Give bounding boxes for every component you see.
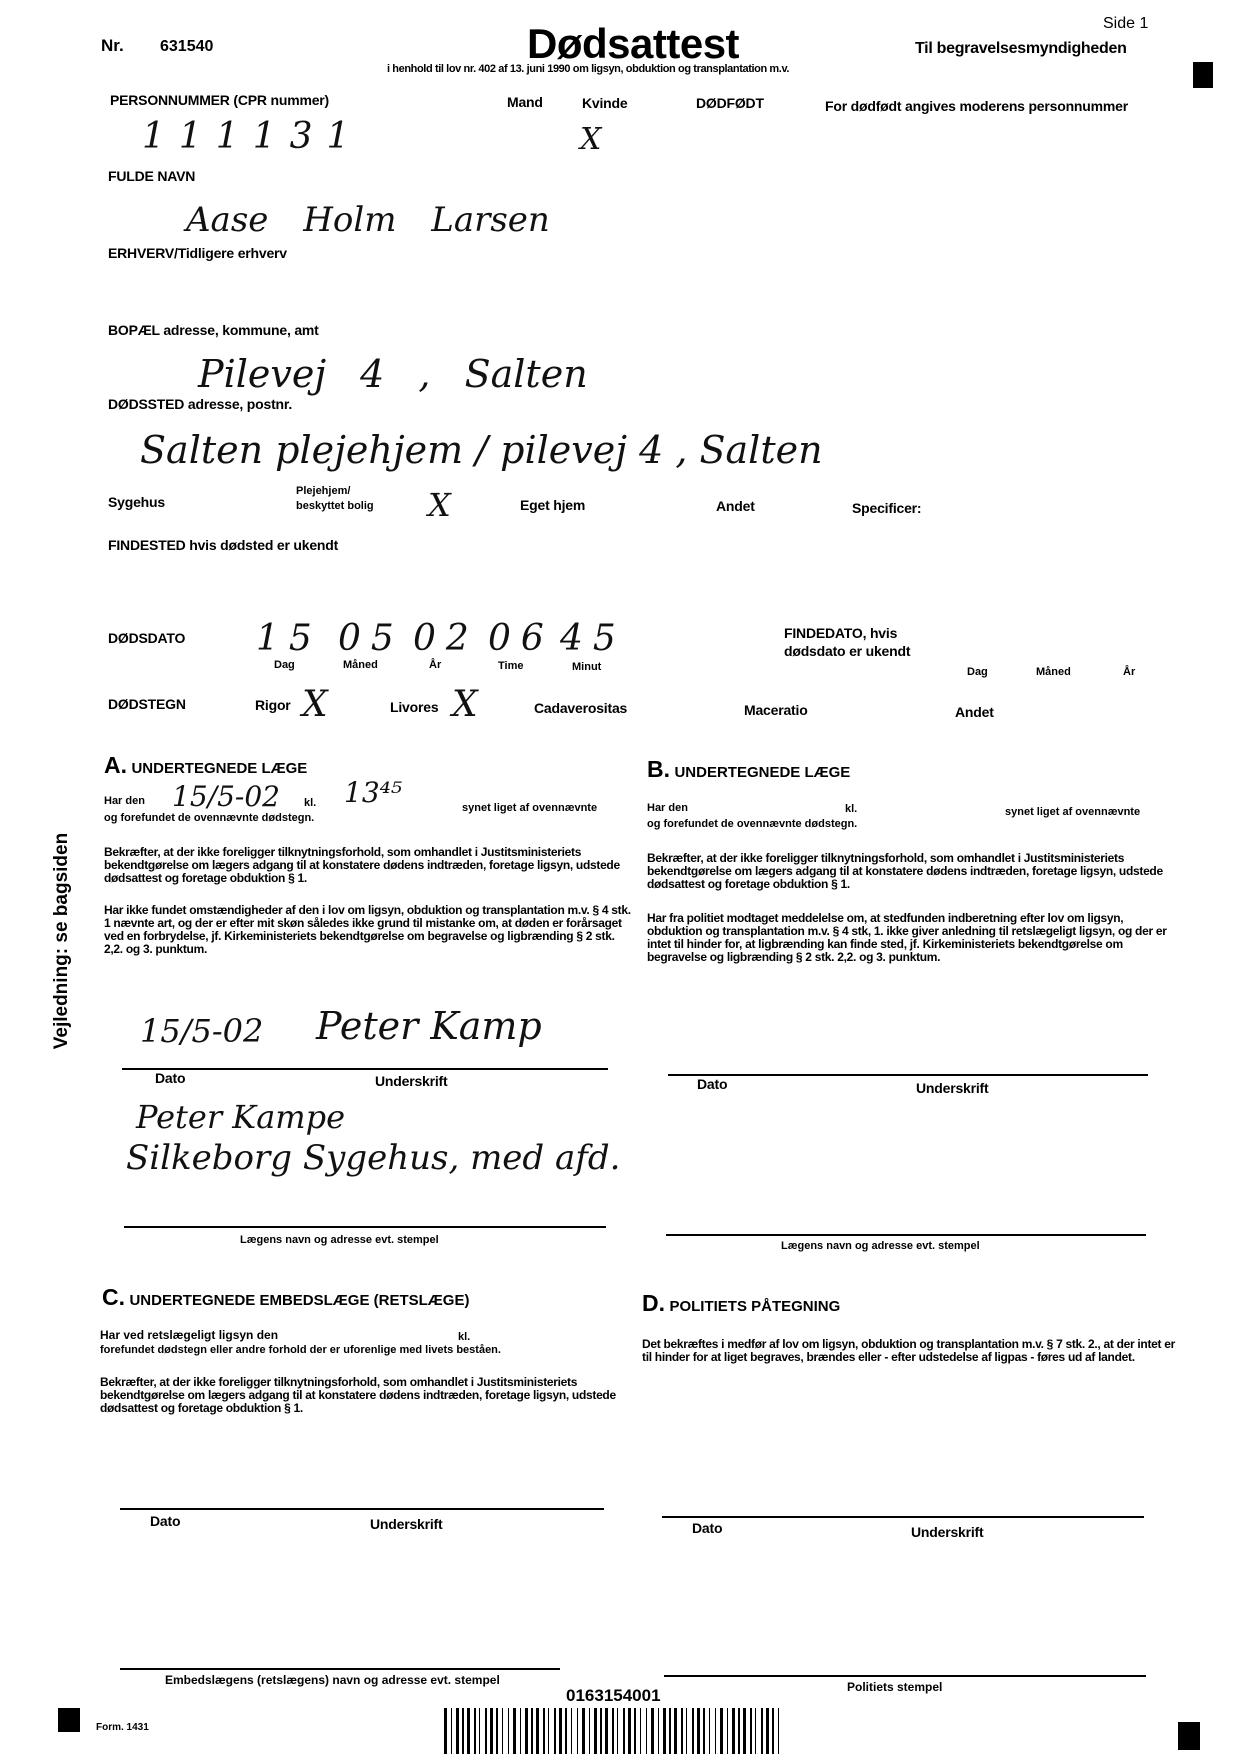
bopael-field[interactable]: Pilevej 4 , Salten — [198, 352, 588, 396]
section-a-sign-line — [122, 1068, 608, 1070]
section-a-kl: kl. — [304, 797, 317, 809]
dodstegn-label: DØDSTEGN — [108, 696, 186, 712]
section-a-address-line-2[interactable]: Silkeborg Sygehus, med afd. — [126, 1138, 621, 1178]
dodssted-label: DØDSSTED adresse, postnr. — [108, 396, 293, 412]
dodsdato-hour[interactable]: 06 — [488, 618, 554, 659]
plejehjem-label-2: beskyttet bolig — [296, 500, 374, 512]
section-b-sign-line — [668, 1074, 1148, 1076]
section-b-name-label: Lægens navn og adresse evt. stempel — [781, 1240, 980, 1252]
findedato-label-1: FINDEDATO, hvis — [784, 625, 898, 641]
section-c-name-line — [120, 1668, 560, 1670]
section-d-dato-label: Dato — [692, 1520, 723, 1536]
registration-mark — [1193, 62, 1213, 88]
section-c-dato-label: Dato — [150, 1513, 181, 1529]
section-b-dato-label: Dato — [697, 1076, 728, 1092]
section-b-kl: kl. — [845, 803, 858, 815]
aar-caption: År — [429, 659, 442, 671]
section-a-date-field[interactable]: 15/5-02 — [172, 780, 280, 813]
plejehjem-checkmark[interactable]: X — [428, 486, 451, 524]
section-a-synet: synet liget af ovennævnte — [462, 802, 598, 814]
barcode — [444, 1708, 790, 1754]
andet-option[interactable]: Andet — [716, 498, 755, 514]
guidance-vertical-label: Vejledning: se bagsiden — [51, 832, 72, 1050]
section-a-address-line-1[interactable]: Peter Kampe — [136, 1098, 346, 1136]
section-a-forefundet: og forefundet de ovennævnte dødstegn. — [104, 812, 315, 824]
document-title: Dødsattest — [527, 20, 740, 67]
rigor-option[interactable]: Rigor — [255, 697, 291, 713]
fulde-navn-label: FULDE NAVN — [108, 168, 196, 184]
section-b-underskrift-label: Underskrift — [916, 1080, 989, 1096]
findedato-label-2: dødsdato er ukendt — [784, 643, 911, 659]
section-a-title: UNDERTEGNEDE LÆGE — [131, 760, 308, 777]
bopael-label: BOPÆL adresse, kommune, amt — [108, 322, 319, 338]
section-d-title: POLITIETS PÅTEGNING — [669, 1298, 841, 1315]
section-d-sign-line — [662, 1516, 1144, 1518]
rigor-checkmark[interactable]: X — [302, 684, 328, 725]
dodstegn-andet-option[interactable]: Andet — [955, 704, 994, 720]
findedato-maaned-caption: Måned — [1036, 666, 1071, 678]
section-a-dato-label: Dato — [155, 1070, 186, 1086]
section-b-name-line — [666, 1234, 1146, 1236]
section-b-forefundet: og forefundet de ovennævnte dødstegn. — [647, 818, 858, 830]
dodsdato-day[interactable]: 15 — [256, 618, 322, 659]
section-a-underskrift-label: Underskrift — [375, 1073, 448, 1089]
section-c-title: UNDERTEGNEDE EMBEDSLÆGE (RETSLÆGE) — [129, 1292, 470, 1309]
registration-mark-bottom-left — [58, 1708, 80, 1732]
section-b-title: UNDERTEGNEDE LÆGE — [674, 764, 851, 781]
livores-checkmark[interactable]: X — [452, 684, 478, 725]
section-c-underskrift-label: Underskrift — [370, 1516, 443, 1532]
section-d-stamp-label: Politiets stempel — [847, 1680, 943, 1694]
section-b-synet: synet liget af ovennævnte — [1005, 806, 1141, 818]
section-b-paragraph-2: Har fra politiet modtaget meddelelse om, at stedfunden indberetning efter lov om ligsyn, obduktion og transplantation m.v. § 4 stk, 1. ikke giver anledning til retslægeligt ligsyn, og der er intet til hinder for, at ligbrænding kan finde sted, jf. Kirkeministeriets bekendtgørelse om begravelse og ligbrænding § 2 stk. 2,2. og 3. punktum. — [647, 911, 1167, 964]
cadaverositas-option[interactable]: Cadaverositas — [534, 700, 628, 716]
section-a-signature[interactable]: Peter Kamp — [316, 1004, 542, 1048]
sygehus-option[interactable]: Sygehus — [108, 494, 165, 510]
section-a-name-line — [124, 1226, 606, 1228]
findedato-aar-caption: År — [1123, 666, 1136, 678]
registration-mark-bottom-right — [1178, 1722, 1200, 1750]
kvinde-label: Kvinde — [582, 95, 628, 111]
section-a-paragraph-2: Har ikke fundet omstændigheder af den i lov om ligsyn, obduktion og transplantation m.v. § 4 stk. 1 nævnte art, og der er efter mit skøn således ikke grund til mistanke om, at døden er forårsaget ved en forbrydelse, jf. Kirkeministeriets bekendtgørelse om begravelse og ligbrænding § 2 stk. 2,2. og 3. punktum. — [104, 903, 631, 956]
section-d-underskrift-label: Underskrift — [911, 1524, 984, 1540]
section-a-heading — [104, 752, 307, 779]
mand-label: Mand — [507, 94, 543, 110]
section-c-paragraph-1: Bekræfter, at der ikke foreligger tilknytningsforhold, som omhandlet i Justitsministeriets bekendtgørelse om lægers adgang til at konstatere dødens indtræden, foretage ligsyn, udstede dødsattest og foretage obduktion § 1. — [100, 1375, 616, 1415]
section-b-letter: B. — [647, 756, 670, 782]
section-c-forefundet: forefundet dødstegn eller andre forhold der er uforenlige med livets beståen. — [100, 1344, 501, 1356]
section-c-kl: kl. — [458, 1331, 471, 1343]
erhverv-label: ERHVERV/Tidligere erhverv — [108, 245, 287, 261]
section-a-name-label: Lægens navn og adresse evt. stempel — [240, 1234, 439, 1246]
dodsdato-month[interactable]: 05 — [338, 618, 404, 659]
section-d-heading — [642, 1290, 840, 1317]
kvinde-checkmark[interactable]: X — [580, 122, 602, 157]
nr-value: 631540 — [160, 38, 214, 55]
dodfodt-label: DØDFØDT — [696, 95, 764, 111]
section-a-sign-date[interactable]: 15/5-02 — [140, 1012, 264, 1050]
cpr-label: PERSONNUMMER (CPR nummer) — [110, 92, 330, 108]
cpr-field[interactable]: 111131 — [142, 116, 364, 157]
section-c-heading — [102, 1284, 469, 1311]
fulde-navn-field[interactable]: Aase Holm Larsen — [186, 200, 550, 240]
section-b-har-den: Har den — [647, 802, 688, 814]
eget-hjem-option[interactable]: Eget hjem — [520, 497, 586, 513]
minut-caption: Minut — [572, 661, 602, 673]
form-number: Form. 1431 — [96, 1722, 149, 1733]
findedato-dag-caption: Dag — [967, 666, 988, 678]
nr-label: Nr. — [101, 36, 124, 55]
section-a-time-field[interactable]: 13⁴⁵ — [344, 776, 403, 809]
plejehjem-label-1: Plejehjem/ — [296, 485, 351, 497]
section-a-har-den: Har den — [104, 795, 145, 807]
stillborn-note: For dødfødt angives moderens personnummer — [825, 98, 1128, 114]
dodsdato-minute[interactable]: 45 — [560, 618, 626, 659]
dodsdato-year[interactable]: 02 — [413, 618, 479, 659]
section-c-letter: C. — [102, 1284, 125, 1310]
specificer-label: Specificer: — [852, 500, 922, 516]
section-d-paragraph: Det bekræftes i medfør af lov om ligsyn, obduktion og transplantation m.v. § 7 stk. 2., at der intet er til hinder for at liget begraves, brændes eller - efter udstedelse af ligpas - føres ud af landet. — [642, 1337, 1175, 1364]
section-c-sign-line — [120, 1508, 604, 1510]
section-b-paragraph-1: Bekræfter, at der ikke foreligger tilknytningsforhold, som omhandlet i Justitsministeriets bekendtgørelse om lægers adgang til at konstatere dødens indtræden, foretage ligsyn, udstede dødsattest og foretage obduktion § 1. — [647, 851, 1163, 891]
time-caption: Time — [498, 660, 524, 672]
section-a-paragraph-1: Bekræfter, at der ikke foreligger tilknytningsforhold, som omhandlet i Justitsministeriets bekendtgørelse om lægers adgang til at konstatere dødens indtræden, foretage ligsyn, udstede dødsattest og foretage obduktion § 1. — [104, 845, 620, 885]
section-a-letter: A. — [104, 752, 127, 778]
section-d-stamp-line — [664, 1675, 1146, 1677]
findested-label: FINDESTED hvis dødsted er ukendt — [108, 537, 339, 553]
section-c-har-ved: Har ved retslægeligt ligsyn den — [100, 1328, 279, 1342]
dodsdato-label: DØDSDATO — [108, 630, 186, 646]
livores-option[interactable]: Livores — [390, 699, 439, 715]
recipient-label: Til begravelsesmyndigheden — [915, 40, 1127, 57]
document-subtitle: i henhold til lov nr. 402 af 13. juni 1990 om ligsyn, obduktion og transplantation m.v. — [387, 63, 790, 75]
barcode-number: 0163154001 — [566, 1686, 661, 1705]
page-number: Side 1 — [1103, 15, 1149, 32]
dag-caption: Dag — [274, 659, 295, 671]
section-c-name-label: Embedslægens (retslægens) navn og adresse evt. stempel — [165, 1673, 500, 1687]
section-d-letter: D. — [642, 1290, 665, 1316]
maaned-caption: Måned — [343, 659, 378, 671]
dodssted-field[interactable]: Salten plejehjem / pilevej 4 , Salten — [140, 428, 823, 472]
maceratio-option[interactable]: Maceratio — [744, 702, 808, 718]
section-b-heading — [647, 756, 850, 783]
